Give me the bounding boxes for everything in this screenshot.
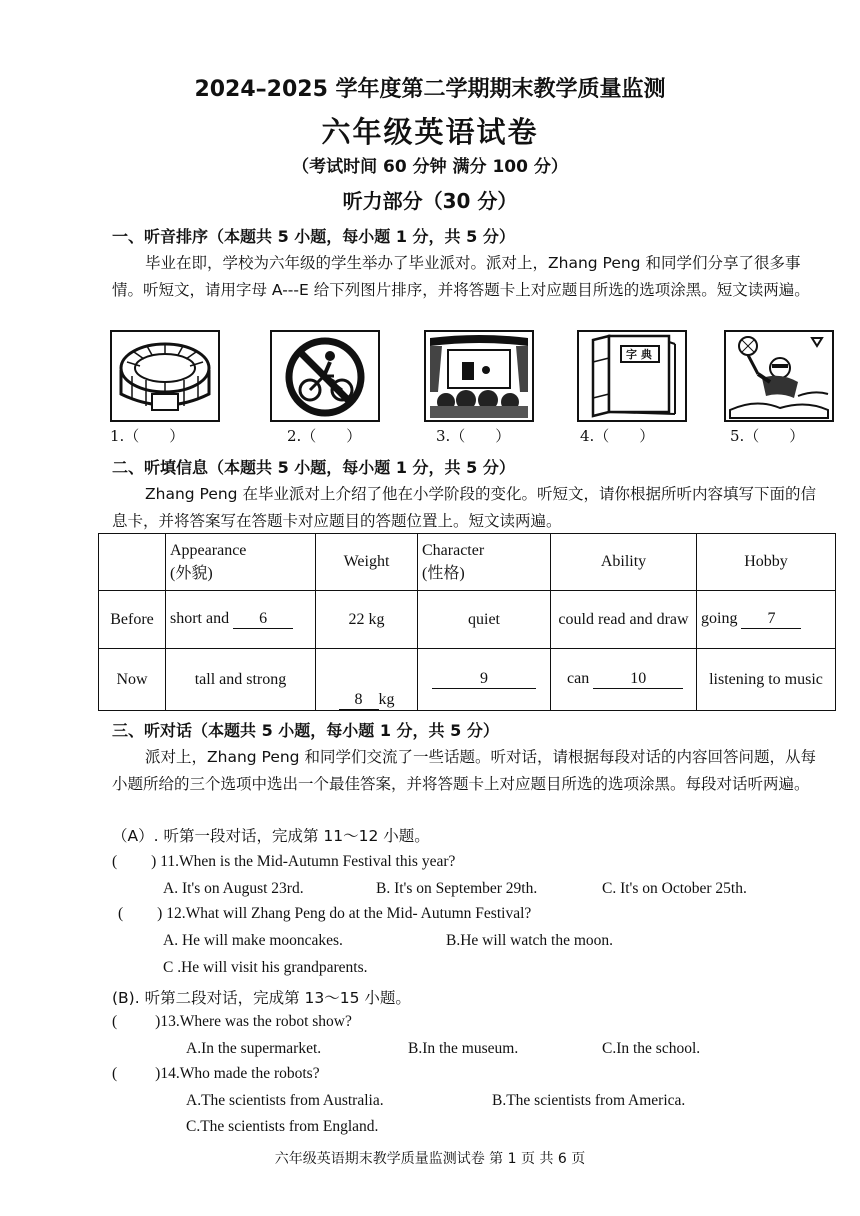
picture-5-label: 5.（ ） xyxy=(730,427,805,445)
table-row-before xyxy=(99,591,836,649)
paren-open: ( xyxy=(112,1013,118,1030)
picture-5 xyxy=(724,330,834,422)
question-12 xyxy=(118,905,531,923)
section3-instructions xyxy=(112,744,827,798)
section1-instructions-text: 毕业在即，学校为六年级的学生举办了毕业派对。派对上，Zhang Peng 和同学们分享了很多事情。听短文，请用字母 A---E 给下列图片排序，并将答题卡上对应题目所选的选项涂黑。短文读两遍。 xyxy=(112,254,810,299)
picture-3-label: 3.（ ） xyxy=(436,427,511,445)
answer-blank-9[interactable]: 9 xyxy=(432,670,536,689)
now-character xyxy=(418,649,551,711)
q11-option-b: B. It's on September 29th. xyxy=(376,880,538,897)
picture-4-label: 4.（ ） xyxy=(580,427,655,445)
q12-option-c: C .He will visit his grandparents. xyxy=(163,959,368,976)
picture-2 xyxy=(270,330,380,422)
q12-option-b: B.He will watch the moon. xyxy=(446,932,614,949)
exam-title: 2024–2025 学年度第二学期期末教学质量监测 xyxy=(194,77,666,102)
now-appearance: tall and strong xyxy=(166,649,316,711)
before-appearance-text: short and xyxy=(170,610,230,627)
exam-subtitle: 六年级英语试卷 xyxy=(321,115,539,149)
question-13-stem: )13.Where was the robot show? xyxy=(155,1013,352,1030)
before-character: quiet xyxy=(418,591,551,649)
header-character: Character (性格) xyxy=(418,534,551,591)
q13-option-b: B.In the museum. xyxy=(408,1040,519,1057)
picture-2-label: 2.（ ） xyxy=(287,427,362,445)
info-card-table xyxy=(98,533,836,711)
section3-instructions-text: 派对上，Zhang Peng 和同学们交流了一些话题。听对话，请根据每段对话的内容回答问题，从每小题所给的三个选项中选出一个最佳答案，并将答题卡上对应题目所选的选项涂黑。每段对话听两遍。 xyxy=(112,748,816,793)
q13-option-c: C.In the school. xyxy=(602,1040,701,1057)
picture-1 xyxy=(110,330,220,422)
header-hobby: Hobby xyxy=(697,534,836,591)
paren-open: ( xyxy=(118,905,124,922)
cinema-audience-icon xyxy=(426,332,532,420)
section2-heading: 二、听填信息（本题共 5 小题，每小题 1 分，共 5 分） xyxy=(112,458,515,477)
header-ability: Ability xyxy=(551,534,697,591)
now-weight-unit: kg xyxy=(378,691,395,708)
picture-4 xyxy=(577,330,687,422)
picture-3 xyxy=(424,330,534,422)
q12-option-a: A. He will make mooncakes. xyxy=(163,932,343,949)
header-empty xyxy=(99,534,166,591)
section2-instructions-text: Zhang Peng 在毕业派对上介绍了他在小学阶段的变化。听短文，请你根据所听内容填写下面的信息卡，并将答案写在答题卡对应题目的答题位置上。短文读两遍。 xyxy=(112,485,816,530)
before-ability: could read and draw xyxy=(551,591,697,649)
q14-option-b: B.The scientists from America. xyxy=(492,1092,686,1109)
now-ability-text: can xyxy=(567,670,590,687)
now-ability xyxy=(551,649,697,711)
book-cover-text: 字 典 xyxy=(626,348,652,361)
header-appearance: Appearance (外貌) xyxy=(166,534,316,591)
q14-option-c: C.The scientists from England. xyxy=(186,1118,379,1135)
q11-option-a: A. It's on August 23rd. xyxy=(163,880,304,897)
question-14-stem: )14.Who made the robots? xyxy=(155,1065,320,1082)
question-12-stem: ) 12.What will Zhang Peng do at the Mid- Autumn Festival? xyxy=(157,905,532,922)
section2-instructions xyxy=(112,481,827,535)
before-hobby-text: going xyxy=(701,610,738,627)
table-row-now xyxy=(99,649,836,711)
exam-info: （考试时间 60 分钟 满分 100 分） xyxy=(292,157,568,177)
page-footer: 六年级英语期末教学质量监测试卷 第 1 页 共 6 页 xyxy=(274,1151,586,1167)
question-13 xyxy=(112,1013,352,1031)
badminton-player-icon xyxy=(726,332,832,420)
part-title: 听力部分（30 分） xyxy=(342,189,518,213)
table-header-row xyxy=(99,534,836,591)
section1-heading: 一、听音排序（本题共 5 小题，每小题 1 分，共 5 分） xyxy=(112,227,515,246)
section1-instructions xyxy=(112,250,827,304)
answer-blank-7[interactable]: 7 xyxy=(741,610,801,629)
before-appearance xyxy=(166,591,316,649)
paren-open: ( xyxy=(112,853,118,870)
answer-blank-6[interactable]: 6 xyxy=(233,610,293,629)
question-11 xyxy=(112,853,455,871)
row-label-now: Now xyxy=(99,649,166,711)
before-weight: 22 kg xyxy=(316,591,418,649)
header-weight: Weight xyxy=(316,534,418,591)
before-hobby xyxy=(697,591,836,649)
part-a-heading: （A）. 听第一段对话，完成第 11～12 小题。 xyxy=(112,827,430,845)
section3-heading: 三、听对话（本题共 5 小题，每小题 1 分，共 5 分） xyxy=(112,721,499,740)
q13-option-a: A.In the supermarket. xyxy=(186,1040,322,1057)
q11-option-c: C. It's on October 25th. xyxy=(602,880,747,897)
paren-open: ( xyxy=(112,1065,118,1082)
now-weight xyxy=(316,649,418,711)
answer-blank-8[interactable]: 8 xyxy=(339,691,379,710)
question-11-stem: ) 11.When is the Mid-Autumn Festival this year? xyxy=(151,853,456,870)
no-cycling-sign-icon xyxy=(272,332,378,420)
stadium-icon xyxy=(112,332,218,420)
now-hobby: listening to music xyxy=(697,649,836,711)
answer-blank-10[interactable]: 10 xyxy=(593,670,683,689)
q14-option-a: A.The scientists from Australia. xyxy=(186,1092,384,1109)
part-b-heading: (B). 听第二段对话，完成第 13～15 小题。 xyxy=(112,989,411,1007)
row-label-before: Before xyxy=(99,591,166,649)
question-14 xyxy=(112,1065,320,1083)
picture-1-label: 1.（ ） xyxy=(110,427,185,445)
